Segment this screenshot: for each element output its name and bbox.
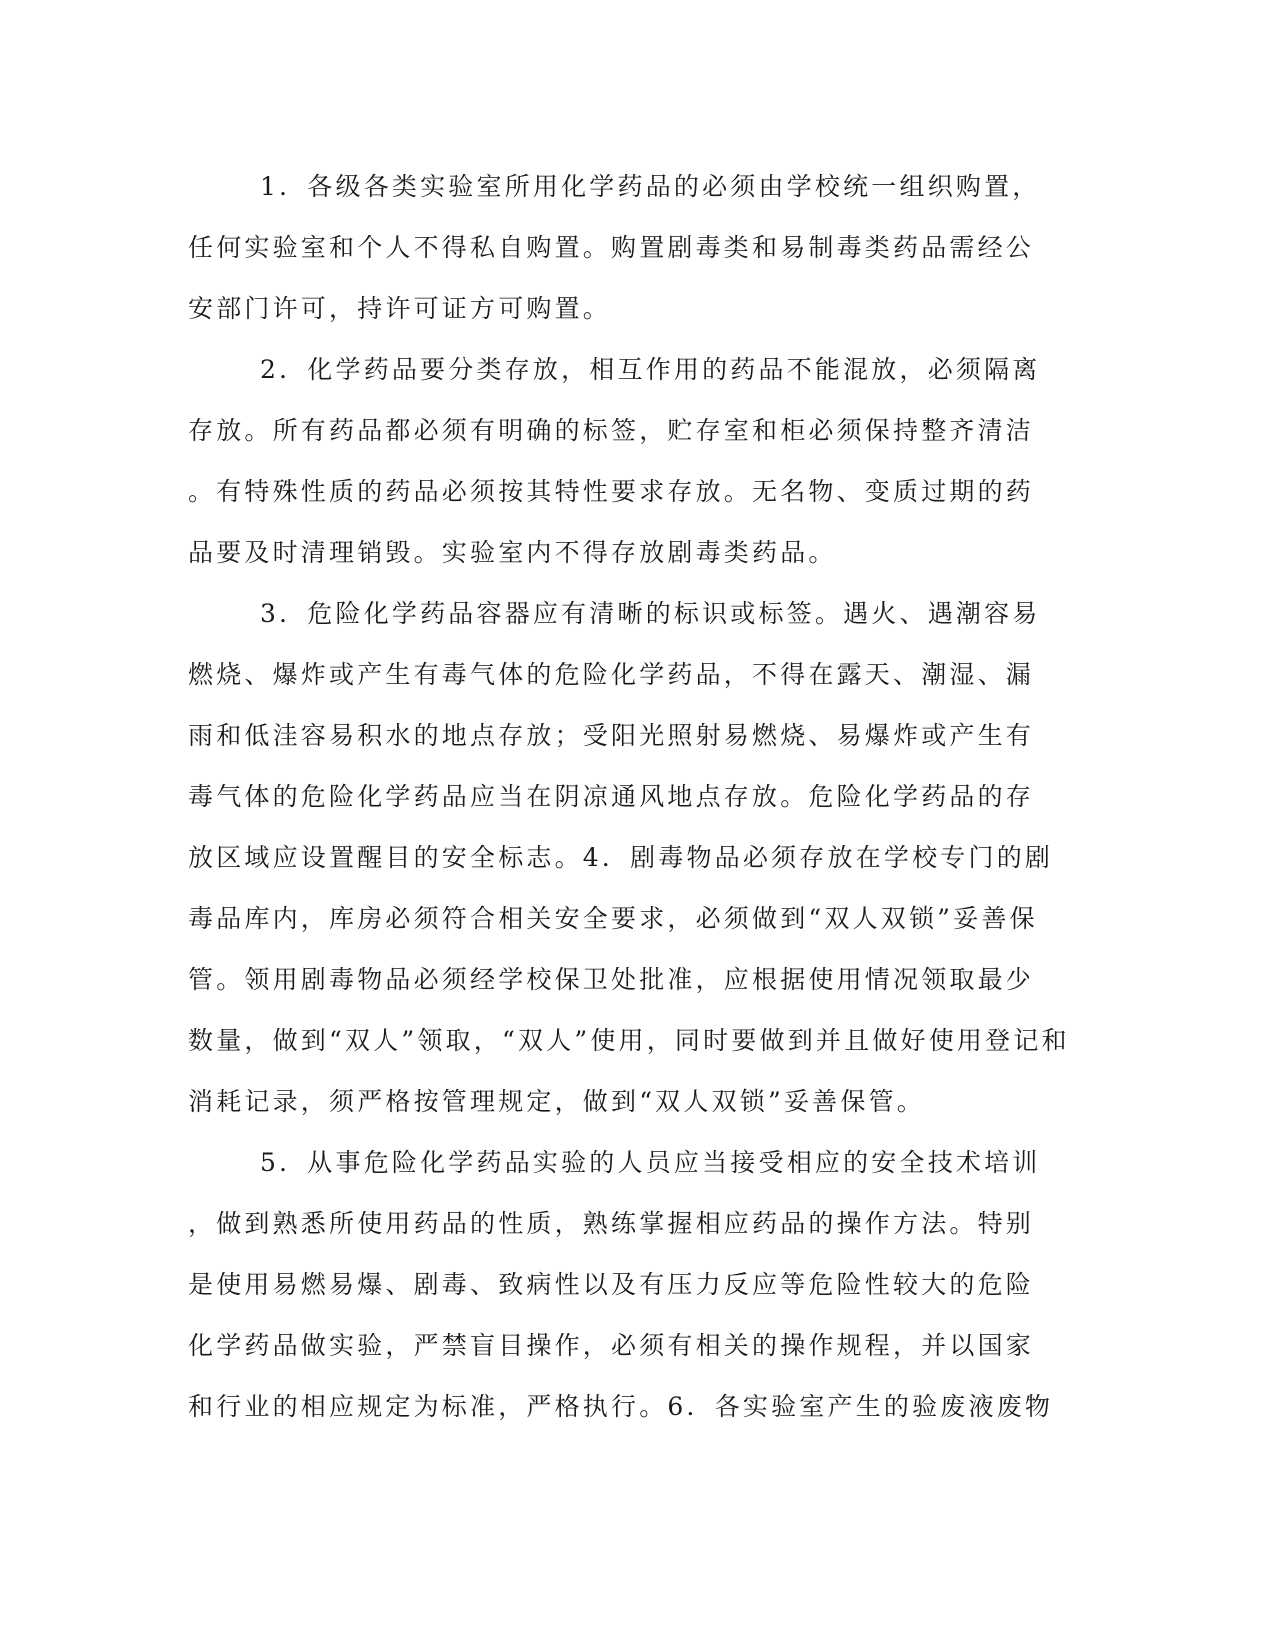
paragraph-4-line-3: 是使用易燃易爆、剧毒、致病性以及有压力反应等危险性较大的危险: [188, 1270, 1035, 1299]
paragraph-2-line-3: 。有特殊性质的药品必须按其特性要求存放。无名物、变质过期的药: [188, 477, 1035, 506]
paragraph-3-line-7: 管。领用剧毒物品必须经学校保卫处批准，应根据使用情况领取最少: [188, 965, 1035, 994]
paragraph-2-line-1: 2．化学药品要分类存放，相互作用的药品不能混放，必须隔离: [260, 355, 1041, 384]
paragraph-3-line-2: 燃烧、爆炸或产生有毒气体的危险化学药品，不得在露天、潮湿、漏: [188, 660, 1035, 689]
paragraph-1-line-3: 安部门许可，持许可证方可购置。: [188, 294, 612, 323]
paragraph-1-line-2: 任何实验室和个人不得私自购置。购置剧毒类和易制毒类药品需经公: [188, 233, 1035, 262]
paragraph-4-line-1: 5．从事危险化学药品实验的人员应当接受相应的安全技术培训: [260, 1148, 1041, 1177]
paragraph-2-line-4: 品要及时清理销毁。实验室内不得存放剧毒类药品。: [188, 538, 837, 567]
paragraph-4-line-5: 和行业的相应规定为标准，严格执行。6．各实验室产生的验废液废物: [188, 1392, 1054, 1421]
paragraph-3-line-3: 雨和低洼容易积水的地点存放；受阳光照射易燃烧、易爆炸或产生有: [188, 721, 1035, 750]
paragraph-3-line-8: 数量，做到“双人”领取，“双人”使用，同时要做到并且做好使用登记和: [188, 1026, 1070, 1055]
paragraph-3-line-5: 放区域应设置醒目的安全标志。4．剧毒物品必须存放在学校专门的剧: [188, 843, 1054, 872]
paragraph-1-line-1: 1．各级各类实验室所用化学药品的必须由学校统一组织购置，: [260, 172, 1041, 201]
paragraph-3-line-6: 毒品库内，库房必须符合相关安全要求，必须做到“双人双锁”妥善保: [188, 904, 1038, 933]
paragraph-4-line-2: ，做到熟悉所使用药品的性质，熟练掌握相应药品的操作方法。特别: [188, 1209, 1035, 1238]
paragraph-3-line-9: 消耗记录，须严格按管理规定，做到“双人双锁”妥善保管。: [188, 1087, 925, 1116]
paragraph-2-line-2: 存放。所有药品都必须有明确的标签，贮存室和柜必须保持整齐清洁: [188, 416, 1035, 445]
paragraph-4-line-4: 化学药品做实验，严禁盲目操作，必须有相关的操作规程，并以国家: [188, 1331, 1035, 1360]
document-body: [188, 156, 1073, 1437]
paragraph-3-line-4: 毒气体的危险化学药品应当在阴凉通风地点存放。危险化学药品的存: [188, 782, 1035, 811]
paragraph-3-line-1: 3．危险化学药品容器应有清晰的标识或标签。遇火、遇潮容易: [260, 599, 1041, 628]
